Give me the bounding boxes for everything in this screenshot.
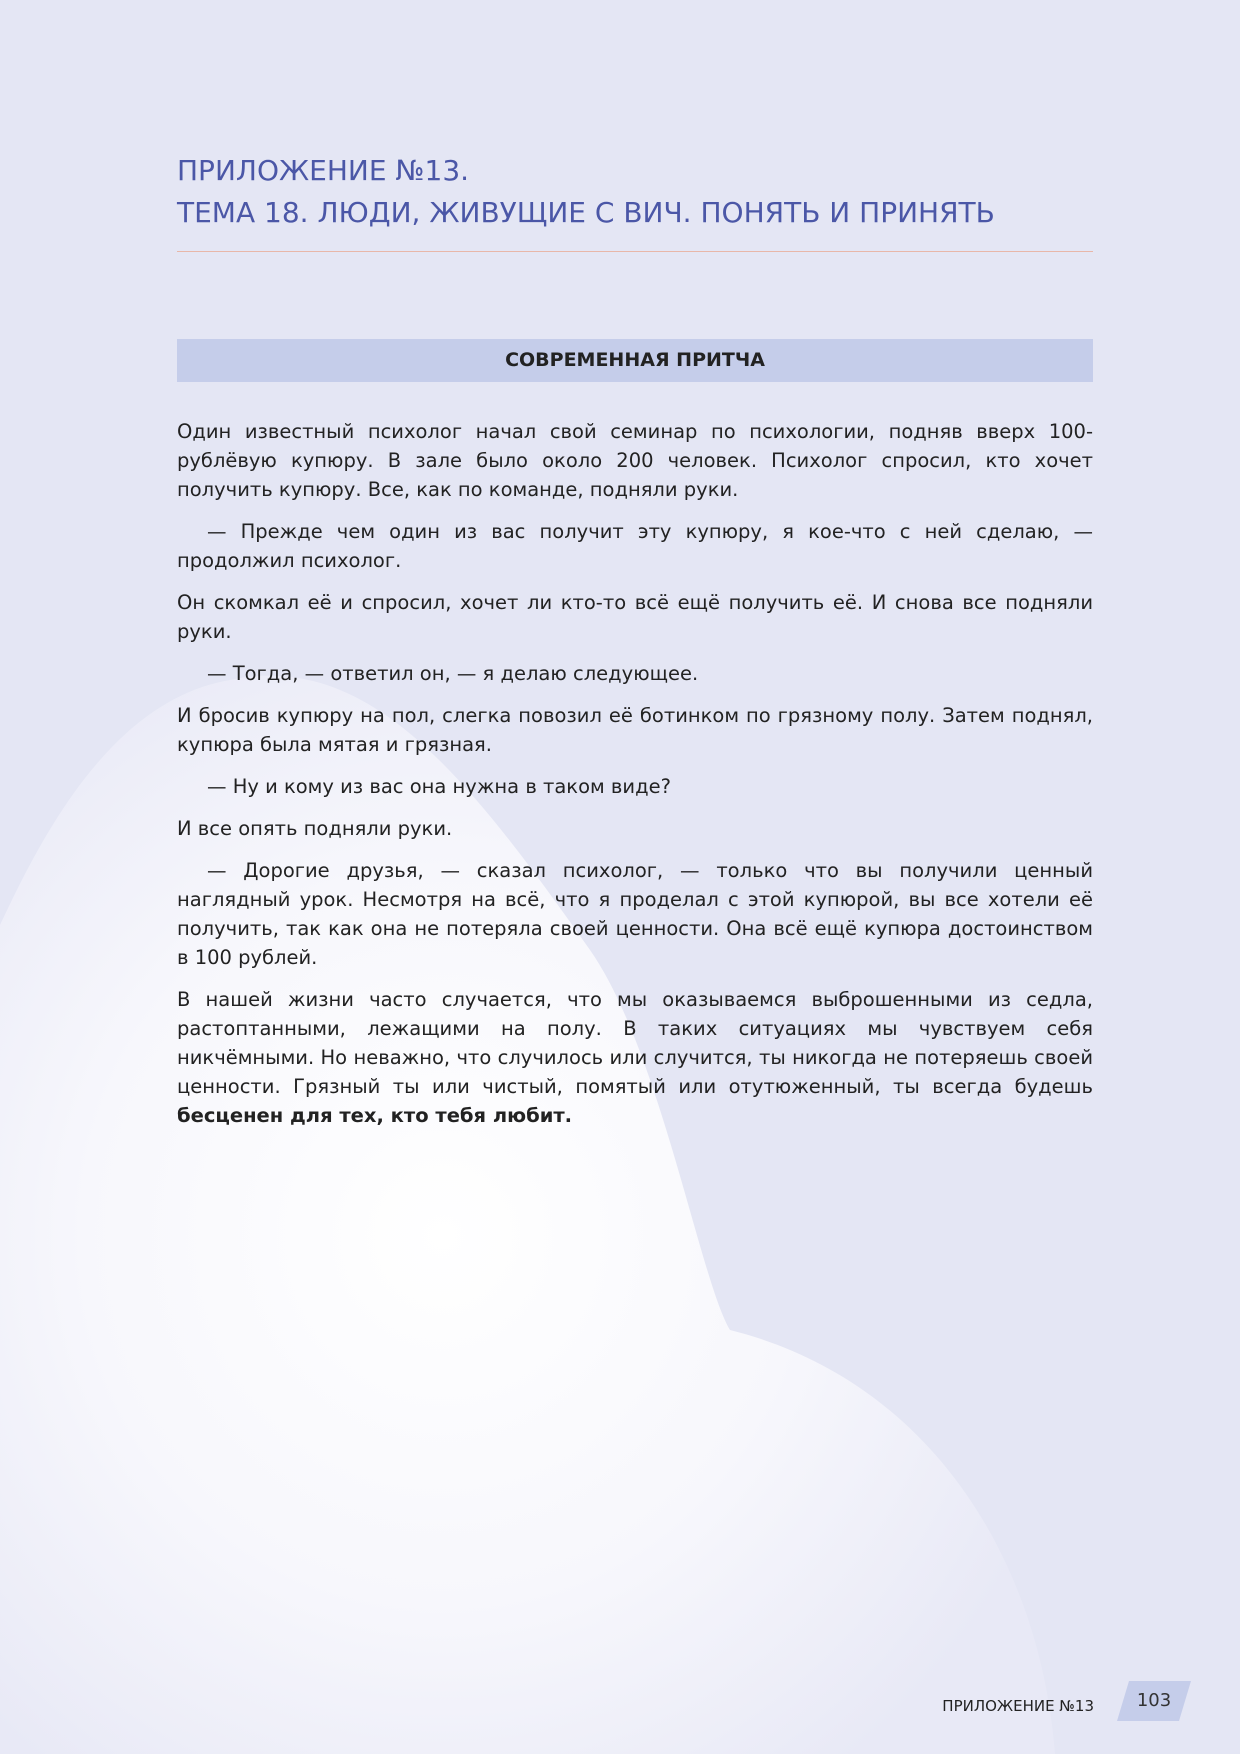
conclusion-bold: бесценен для тех, кто тебя любит.	[177, 1104, 573, 1127]
page-number-badge	[1117, 1681, 1191, 1721]
footer-label: ПРИЛОЖЕНИЕ №13	[942, 1697, 1094, 1715]
section-heading: СОВРЕМЕННАЯ ПРИТЧА	[177, 339, 1093, 382]
paragraph: Он скомкал её и спросил, хочет ли кто-то всё ещё получить её. И снова все подняли руки.	[177, 591, 1093, 643]
paragraph: — Ну и кому из вас она нужна в таком виде?	[207, 775, 671, 798]
paragraph: И бросив купюру на пол, слегка повозил её ботинком по грязному полу. Затем поднял, купюра была мятая и грязная.	[177, 704, 1093, 756]
parable-text	[177, 417, 1093, 1143]
conclusion-text: В нашей жизни часто случается, что мы оказываемся выброшенными из седла, растоптанными, лежащими на полу. В таких ситуациях мы чувствуем себя никчёмными. Но неважно, что случилось или случится, ты никогда не потеряешь своей ценности. Грязный ты или чистый, помятый или отутюженный, ты всегда будешь	[177, 988, 1093, 1098]
page-number: 103	[1136, 1690, 1172, 1711]
paragraph: Один известный психолог начал свой семинар по психологии, подняв вверх 100-рублёвую купюру. В зале было около 200 человек. Психолог спросил, кто хочет получить купюру. Все, как по команде, подняли руки.	[177, 420, 1093, 501]
paragraph-conclusion	[177, 985, 1093, 1130]
paragraph: — Дорогие друзья, — сказал психолог, — только что вы получили ценный наглядный урок. Несмотря на всё, что я проделал с этой купюрой, вы все хотели её получить, так как она не потеряла своей ценности. Она всё ещё купюра достоинством в 100 рублей.	[177, 859, 1093, 969]
paragraph: И все опять подняли руки.	[177, 817, 453, 840]
page-title	[177, 150, 1093, 234]
title-line-appendix: ПРИЛОЖЕНИЕ №13.	[177, 154, 470, 187]
title-divider	[177, 251, 1093, 252]
paragraph: — Тогда, — ответил он, — я делаю следующее.	[207, 662, 699, 685]
paragraph: — Прежде чем один из вас получит эту купюру, я кое-что с ней сделаю, — продолжил психолог.	[177, 520, 1093, 572]
title-line-topic: ТЕМА 18. ЛЮДИ, ЖИВУЩИЕ С ВИЧ. ПОНЯТЬ И ПРИНЯТЬ	[177, 196, 995, 229]
